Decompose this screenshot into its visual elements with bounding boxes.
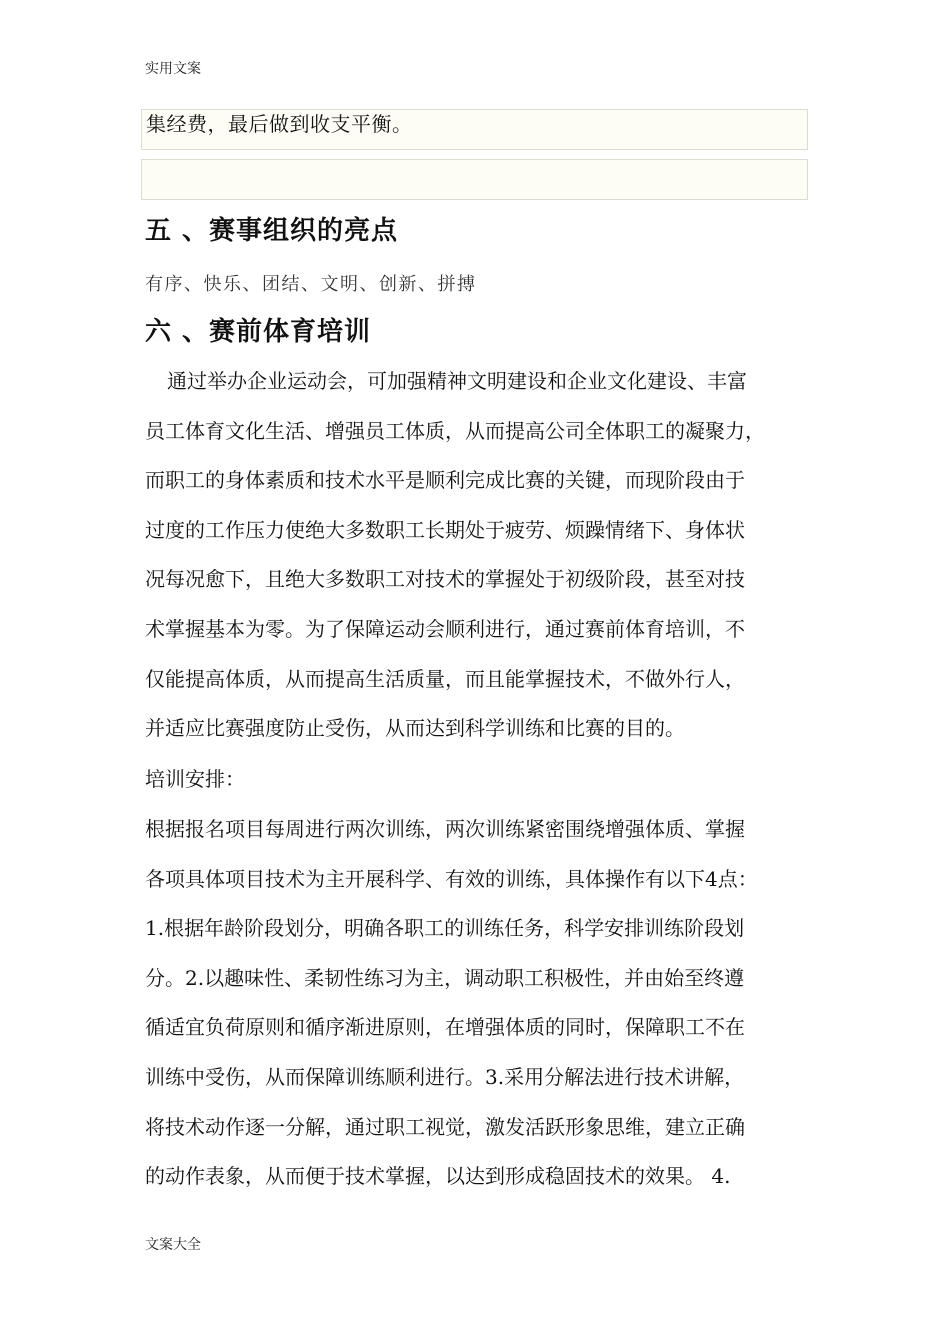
paragraph-line: 各项具体项目技术为主开展科学、有效的训练，具体操作有以下4点： [145,866,758,891]
paragraph-line: 员工体育文化生活、增强员工体质，从而提高公司全体职工的凝聚力， [145,418,765,443]
paragraph-line: 术掌握基本为零。为了保障运动会顺利进行，通过赛前体育培训，不 [145,616,745,641]
paragraph-line: 而职工的身体素质和技术水平是顺利完成比赛的关键，而现阶段由于 [145,468,745,493]
paragraph-line: 仅能提高体质，从而提高生活质量，而且能掌握技术，不做外行人， [145,666,745,691]
paragraph-line: 况每况愈下，且绝大多数职工对技术的掌握处于初级阶段，甚至对技 [145,567,745,592]
paragraph-line: 过度的工作压力使绝大多数职工长期处于疲劳、烦躁情绪下、身体状 [145,517,745,542]
continuation-text: 集经费，最后做到收支平衡。 [146,112,413,136]
empty-text-box [141,159,808,200]
paragraph-line: 并适应比赛强度防止受伤，从而达到科学训练和比赛的目的。 [145,716,685,741]
section-6-paragraph-2 [145,805,817,1202]
paragraph-line: 1.根据年龄阶段划分，明确各职工的训练任务，科学安排训练阶段划 [145,916,745,941]
section-5-heading: 五 、赛事组织的亮点 [145,216,399,246]
paragraph-line: 将技术动作逐一分解，通过职工视觉，激发活跃形象思维，建立正确 [145,1114,745,1139]
paragraph-line: 分。2.以趣味性、柔韧性练习为主，调动职工积极性，并由始至终遵 [145,965,745,990]
text-box-continuation [141,109,808,150]
section-6-paragraph-1 [145,357,817,754]
section-6-heading: 六 、赛前体育培训 [145,317,372,347]
paragraph-line: 通过举办企业运动会，可加强精神文明建设和企业文化建设、丰富 [167,369,747,393]
paragraph-line: 循适宜负荷原则和循序渐进原则，在增强体质的同时，保障职工不在 [145,1015,745,1040]
page-footer: 文案大全 [145,1237,201,1253]
paragraph-line: 训练中受伤，从而保障训练顺利进行。3.采用分解法进行技术讲解， [145,1064,745,1089]
training-arrangement-label: 培训安排： [145,767,245,791]
paragraph-line: 的动作表象，从而便于技术掌握，以达到形成稳固技术的效果。 4. [145,1164,731,1189]
section-5-keywords: 有序、快乐、团结、文明、创新、拼搏 [145,274,477,295]
paragraph-line: 根据报名项目每周进行两次训练，两次训练紧密围绕增强体质、掌握 [145,817,745,841]
page-header: 实用文案 [145,61,201,77]
